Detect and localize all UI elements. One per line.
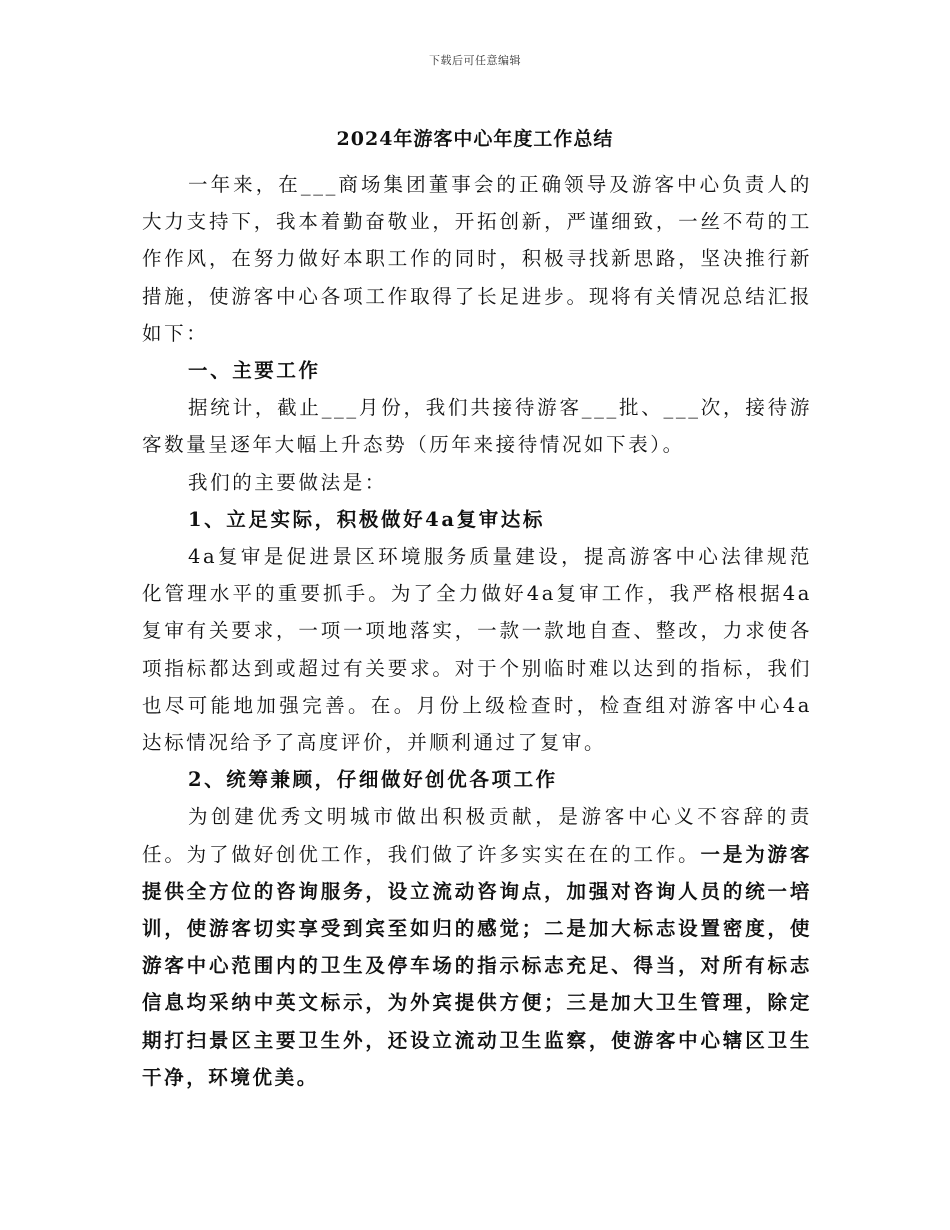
methods-intro-paragraph: 我们的主要做法是： <box>188 470 387 494</box>
subheading-excellence-work: 2、统筹兼顾，仔细做好创优各项工作 <box>188 768 558 792</box>
header-note: 下载后可任意编辑 <box>429 54 521 67</box>
section-heading-main-work: 一、主要工作 <box>188 359 321 383</box>
statistics-paragraph: 据统计，截止___月份，我们共接待游客___批、___次，接待游客数量呈逐年大幅上升态势（历年来接待情况如下表）。 <box>142 396 812 457</box>
intro-paragraph: 一年来，在___商场集团董事会的正确领导及游客中心负责人的大力支持下，我本着勤奋敬业，开拓创新，严谨细致，一丝不苟的工作作风，在努力做好本职工作的同时，积极寻找新思路，坚决推行新措施，使游客中心各项工作取得了长足进步。现将有关情况总结汇报如下： <box>142 173 812 345</box>
document-title: 2024年游客中心年度工作总结 <box>336 128 614 150</box>
excellence-paragraph-plain: 为创建优秀文明城市做出积极贡献，是游客中心义不容辞的责任。为了做好创优工作，我们做了许多实实在在的工作。 <box>142 805 812 866</box>
document-body <box>142 166 812 1096</box>
excellence-paragraph-bold: 一是为游客提供全方位的咨询服务，设立流动咨询点，加强对咨询人员的统一培训，使游客切实享受到宾至如归的感觉；二是加大标志设置密度，使游客中心范围内的卫生及停车场的指示标志充足、得当，对所有标志信息均采纳中英文标示，为外宾提供方便；三是加大卫生管理，除定期打扫景区主要卫生外，还设立流动卫生监察，使游客中心辖区卫生干净，环境优美。 <box>142 842 812 1089</box>
subheading-4a-review: 1、立足实际，积极做好4a复审达标 <box>188 507 545 531</box>
review-paragraph: 4a复审是促进景区环境服务质量建设，提高游客中心法律规范化管理水平的重要抓手。为了全力做好4a复审工作，我严格根据4a复审有关要求，一项一项地落实，一款一款地自查、整改，力求使各项指标都达到或超过有关要求。对于个别临时难以达到的指标，我们也尽可能地加强完善。在。月份上级检查时，检查组对游客中心4a达标情况给予了高度评价，并顺利通过了复审。 <box>142 545 812 755</box>
excellence-paragraph <box>142 798 812 1096</box>
